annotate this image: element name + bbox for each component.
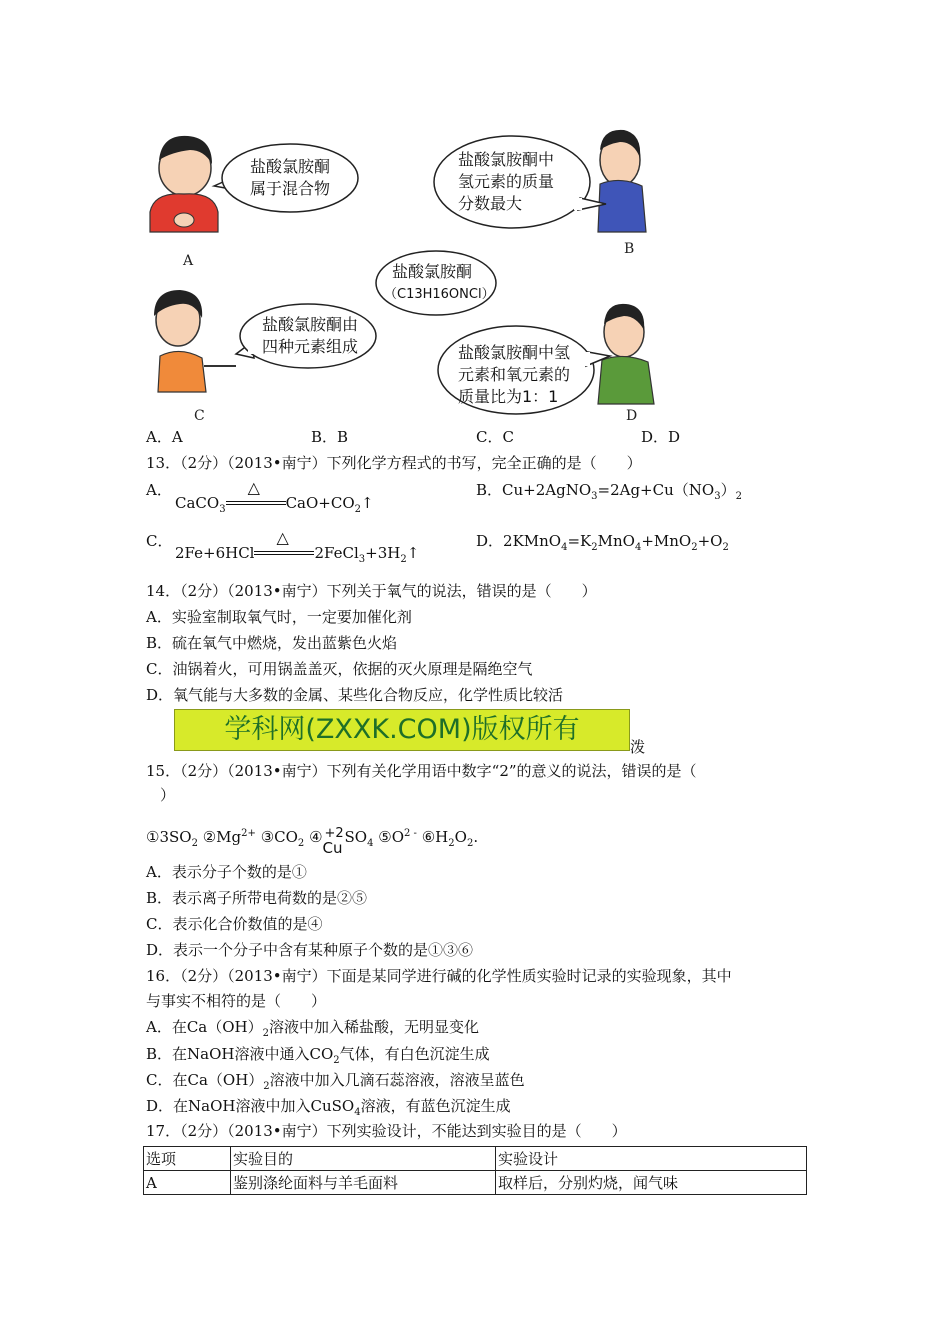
q16-stem-line-1: 16．（2分）（2013•南宁）下面是某同学进行碱的化学性质实验时记录的实验现象，其中 xyxy=(146,967,732,985)
q16-option-c[interactable]: C．在$Ca(OH)_2$溶液中加入几滴石蕊溶液，溶液呈蓝色 xyxy=(146,1071,525,1092)
heat-triangle-icon: △ xyxy=(276,528,289,547)
speech-bubble-center xyxy=(376,251,496,315)
person-d-label: D xyxy=(626,408,638,424)
q15-option-d[interactable]: D．表示一个分子中含有某种原子个数的是①③⑥ xyxy=(146,941,474,959)
bubble-b-line-3: 分数最大 xyxy=(458,194,523,213)
table-cell: A xyxy=(144,1171,231,1195)
q16-option-a[interactable]: A．在$Ca(OH)_2$溶液中加入稀盐酸，无明显变化 xyxy=(146,1018,480,1039)
bubble-b-line-2: 氢元素的质量 xyxy=(458,172,555,191)
table-header-cell: 实验目的 xyxy=(231,1147,496,1171)
bubble-d-line-1: 盐酸氯胺酮中氢 xyxy=(458,343,571,362)
q14-option-d[interactable]: D．氧气能与大多数的金属、某些化合物反应，化学性质比较活 xyxy=(146,686,564,704)
bubble-d-line-2: 元素和氧元素的 xyxy=(458,365,571,384)
bubble-c-line-2: 四种元素组成 xyxy=(262,337,359,356)
q16-stem-line-2: 与事实不相符的是（ ） xyxy=(146,992,327,1010)
bubble-b-line-1: 盐酸氯胺酮中 xyxy=(458,150,555,169)
q16-option-b[interactable]: B．在NaOH溶液中通入$CO_2$气体，有白色沉淀生成 xyxy=(146,1045,490,1066)
q15-option-a[interactable]: A．表示分子个数的是① xyxy=(146,863,307,881)
table-header-row xyxy=(144,1147,807,1171)
q13-option-c-equation[interactable]: 2Fe+6HCl △ $2FeCl_3+3H_2↑$ xyxy=(175,528,420,565)
table-row[interactable] xyxy=(144,1171,807,1195)
q17-stem: 17．（2分）（2013•南宁）下列实验设计，不能达到实验目的是（ ） xyxy=(146,1122,627,1140)
q17-table xyxy=(143,1146,807,1195)
person-c-label: C xyxy=(194,408,205,424)
q12-option-d[interactable]: D．D xyxy=(641,428,681,446)
q14-option-c[interactable]: C．油锅着火，可用锅盖盖灭，依据的灭火原理是隔绝空气 xyxy=(146,660,533,678)
q15-option-c[interactable]: C．表示化合价数值的是④ xyxy=(146,915,323,933)
person-b-illustration xyxy=(598,130,646,232)
q13-a-reactant: CaCO xyxy=(175,494,220,512)
watermark-banner: 学科网(ZXXK.COM)版权所有 xyxy=(174,709,630,751)
q14-option-b[interactable]: B．硫在氧气中燃烧，发出蓝紫色火焰 xyxy=(146,634,398,652)
bubble-c-line-1: 盐酸氯胺酮由 xyxy=(262,315,359,334)
reaction-arrow xyxy=(226,478,286,510)
q14-stem: 14．（2分）（2013•南宁）下列关于氧气的说法，错误的是（ ） xyxy=(146,582,597,600)
bubble-a-line-1: 盐酸氯胺酮 xyxy=(250,157,331,176)
q12-option-b[interactable]: B．B xyxy=(311,428,349,446)
q13-option-b[interactable]: B．$Cu+2AgNO_3=2Ag+Cu(NO_3)_2$ xyxy=(476,481,742,502)
reaction-arrow xyxy=(254,528,314,560)
person-a-illustration xyxy=(150,136,218,232)
valence-notation: +2 Cu xyxy=(322,826,344,857)
q15-formula-list: $①3SO_2$ $②Mg^{2+}$ $③CO_2$ ④ +2 Cu $SO_4$ $⑤O^{2 -}$ $⑥H_2O_2$. xyxy=(146,826,479,857)
q16-option-d[interactable]: D．在NaOH溶液中加入CuSO$_4$溶液，有蓝色沉淀生成 xyxy=(146,1097,511,1118)
center-bubble-line-1: 盐酸氯胺酮 xyxy=(392,262,473,281)
q15-stem-line-1: 15．（2分）（2013•南宁）下列有关化学用语中数字“2”的意义的说法，错误的是（ xyxy=(146,762,697,780)
bubble-a-line-2: 属于混合物 xyxy=(250,179,331,198)
q15-option-b[interactable]: B．表示离子所带电荷数的是②⑤ xyxy=(146,889,368,907)
speech-bubble-c xyxy=(236,304,376,368)
q13-stem: 13．（2分）（2013•南宁）下列化学方程式的书写，完全正确的是（ ） xyxy=(146,454,642,472)
table-cell: 鉴别涤纶面料与羊毛面料 xyxy=(231,1171,496,1195)
person-d-illustration xyxy=(598,304,654,404)
bubble-d-line-3: 质量比为1：1 xyxy=(458,387,559,406)
table-header-cell: 实验设计 xyxy=(496,1147,807,1171)
center-bubble-formula: （C13H16ONCl） xyxy=(384,287,495,302)
q12-option-c[interactable]: C．C xyxy=(476,428,514,446)
speech-bubble-a xyxy=(214,144,358,212)
q15-stem-line-2: ） xyxy=(160,786,176,804)
watermark-trailing-char: 泼 xyxy=(630,738,646,756)
heat-triangle-icon: △ xyxy=(247,478,260,497)
person-c-illustration xyxy=(154,290,236,392)
person-a-label: A xyxy=(183,253,194,269)
table-cell: 取样后，分别灼烧，闻气味 xyxy=(496,1171,807,1195)
question-12-figure xyxy=(140,120,680,430)
q13-option-c-label[interactable]: C． xyxy=(146,532,173,550)
q13-option-d[interactable]: D．$2KMnO_4=K_2MnO_4+MnO_2+O_2$ xyxy=(476,532,729,553)
table-header-cell: 选项 xyxy=(144,1147,231,1171)
q12-option-a[interactable]: A．A xyxy=(146,428,183,446)
person-b-label: B xyxy=(624,241,635,257)
q13-option-a-label[interactable]: A． xyxy=(146,481,172,499)
q14-option-a[interactable]: A．实验室制取氧气时，一定要加催化剂 xyxy=(146,608,412,626)
q13-option-a-equation[interactable]: CaCO$_3$ △ $CaO+CO_2↑$ xyxy=(175,478,374,515)
